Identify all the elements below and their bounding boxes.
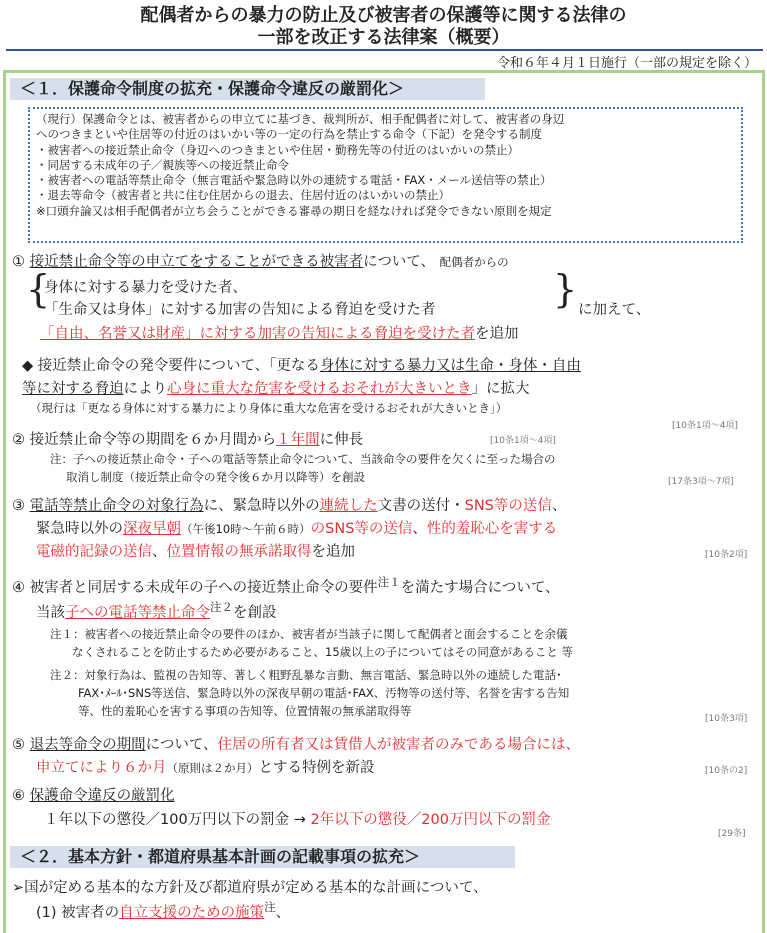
text: 深夜早朝 <box>123 521 181 537</box>
footnote-marker: 注 <box>264 900 276 914</box>
page-title-line1: 配偶者からの暴力の防止及び被害者の保護等に関する法律の <box>140 5 627 26</box>
text: 心身に重大な危害を受けるおそれが大きいとき <box>167 381 472 397</box>
item3-line3 <box>36 540 355 561</box>
item2-line1 <box>12 428 363 449</box>
item1-subject: 接近禁止命令等の申立てをすることができる被害者 <box>29 254 364 270</box>
item2-note2: 取消し制度（接近禁止命令の発令後６か月以降等）を創設 <box>66 470 365 484</box>
ref-label: [10条の2] <box>705 766 748 776</box>
ref-label: [10条1項～4項] <box>490 436 556 446</box>
left-brace: { <box>26 267 51 311</box>
page-title-line2: 一部を改正する法律案（概要） <box>257 27 510 48</box>
current-law-box <box>28 107 743 243</box>
text: に、緊急時以外の <box>203 498 320 514</box>
text: 申立てにより６か月 <box>36 760 167 776</box>
text: 文書の送付・ <box>377 498 465 514</box>
text: 2年以下の懲役／200万円以下の罰金 <box>310 812 551 828</box>
text: に伸長 <box>319 432 364 448</box>
text: 緊急時以外の <box>36 521 123 537</box>
ref-label: [29条] <box>718 829 746 839</box>
text: 保護命令違反の厳罰化 <box>29 788 175 804</box>
box-line: へのつきまといや住居等の付近のはいかい等の一定の行為を禁止する命令（下記）を発令する制度 <box>36 127 542 142</box>
item4-line2 <box>36 599 277 622</box>
title-divider <box>6 49 763 51</box>
item-number: ① <box>12 254 25 270</box>
section1-heading: ＜１．保護命令制度の拡充・保護命令違反の厳罰化＞ <box>10 78 485 100</box>
item1-line1 <box>12 250 509 271</box>
text: 接近禁止命令等の期間を６か月間から <box>29 432 277 448</box>
item6-line2 <box>44 808 550 829</box>
item1-line4 <box>40 322 519 343</box>
item4-note1a: 注１：被害者への接近禁止命令の要件のほか、被害者が当該子に関して配偶者と面会することを余儀 <box>50 627 568 641</box>
effective-date: 令和６年４月１日施行（一部の規定を除く） <box>496 56 757 71</box>
item5-line1 <box>12 733 580 754</box>
text: を追加 <box>475 326 519 342</box>
item4-note2a: 注２：対象行為は、監視の告知等、著しく粗野乱暴な言動、無言電話、緊急時以外の連続した電話･ <box>50 668 562 682</box>
text: １年間 <box>276 432 320 448</box>
text: 被害者と同居する未成年の子への接近禁止命令の要件 <box>29 579 378 596</box>
item-number: ② <box>12 432 25 448</box>
item1-line2: 身体に対する暴力を受けた者、 <box>44 280 247 296</box>
text: のSNS等の送信 <box>310 521 413 537</box>
text: 連続した <box>319 498 378 514</box>
item3-line2 <box>36 517 557 538</box>
text: 住居の所有者又は賃借人が被害者のみである場合には、 <box>217 737 581 753</box>
section2-line2 <box>36 899 290 922</box>
item1-line7: （現行は「更なる身体に対する暴力により身体に重大な危害を受けるおそれが大きいとき」） <box>30 401 508 415</box>
right-brace: } <box>553 267 578 311</box>
item6-line1 <box>12 784 175 805</box>
text: 「自由、名誉又は財産」に対する加害の告知による脅迫を受けた者 <box>40 326 475 342</box>
item4-note2b: FAX･ﾒｰﾙ･SNS等送信、緊急時以外の深夜早朝の電話･FAX、汚物等の送付等、名誉を害する告知 <box>78 686 570 700</box>
text: 、 <box>275 904 291 921</box>
text: 、 <box>152 544 167 560</box>
text: １年以下の懲役／100万円以下の罰金 → <box>44 812 306 828</box>
item3-line1 <box>12 494 566 515</box>
footnote-marker: 注２ <box>210 600 233 614</box>
box-line: ・被害者への接近禁止命令（身辺へのつきまといや住居・勤務先等の付近のはいかいの禁止） <box>36 142 519 157</box>
item2-note1: 注：子への接近禁止命令・子への電話等禁止命令について、当該命令の要件を欠くに至った場合の <box>50 452 556 466</box>
text: 退去等命令の期間 <box>29 737 146 753</box>
text: 」に拡大 <box>471 381 530 397</box>
item1-line3: 「生命又は身体」に対する加害の告知による脅迫を受けた者 <box>44 302 436 318</box>
section2-heading: ＜２．基本方針・都道府県基本計画の記載事項の拡充＞ <box>10 846 515 868</box>
text: 電話等禁止命令の対象行為 <box>29 498 204 514</box>
item1-line3b: に加えて、 <box>578 302 651 318</box>
text: 自立支援のための施策 <box>119 904 265 921</box>
text: 身体に対する暴力又は生命・身体・自由 <box>319 358 581 374</box>
box-line: ※口頭弁論又は相手配偶者が立ち会うことができる審尋の期日を経なければ発令できない原則を規定 <box>36 203 552 218</box>
text: 子への電話等禁止命令 <box>65 604 210 621</box>
text: について、 <box>145 737 218 753</box>
item1-line6 <box>22 377 530 398</box>
text: 等に対する脅迫 <box>22 381 124 397</box>
text: を創設 <box>233 604 277 621</box>
text: （原則は２か月） <box>166 761 259 775</box>
text: とする特例を新設 <box>258 760 375 776</box>
box-line: ・被害者への電話等禁止命令（無言電話や緊急時以外の連続する電話・FAX・メール送信等の禁止） <box>36 173 552 188</box>
text: を満たす場合について、 <box>400 579 560 596</box>
text: 当該 <box>36 604 65 621</box>
text: 、 <box>412 521 427 537</box>
ref-label: [10条2項] <box>705 550 748 560</box>
ref-label: [17条3項～7項] <box>668 477 734 487</box>
text: 性的羞恥心を害する <box>426 521 558 537</box>
ref-label: [10条1項～4項] <box>672 421 738 431</box>
item5-line2 <box>36 756 375 777</box>
text: （午後10時～午前６時） <box>181 522 311 536</box>
text: 電磁的記録の送信 <box>36 544 152 560</box>
text: 、 <box>551 498 567 514</box>
item1-line5 <box>22 354 581 375</box>
item4-note2c: 等、性的羞恥心を害する事項の告知等、位置情報の無承諾取得等 <box>78 704 412 718</box>
text: について、 <box>363 254 436 270</box>
text: 位置情報の無承諾取得 <box>166 544 312 560</box>
ref-label: [10条3項] <box>705 714 748 724</box>
text: により <box>123 381 167 397</box>
item-number: ③ <box>12 498 25 514</box>
box-line: （現行）保護命令とは、被害者からの申立てに基づき、裁判所が、相手配偶者に対して、被害者の身辺 <box>36 112 565 126</box>
section2-line1: ➢国が定める基本的な方針及び都道府県が定める基本的な計画について、 <box>12 880 488 896</box>
footnote-marker: 注１ <box>377 575 401 589</box>
box-line: ・退去等命令（被害者と共に住む住居からの退去、住居付近のはいかいの禁止） <box>36 188 450 203</box>
item4-line1 <box>12 574 560 597</box>
item-number: ⑥ <box>12 788 25 804</box>
item4-note1b: なくされることを防止するため必要があること、15歳以上の子についてはその同意があること 等 <box>72 645 574 659</box>
item-number: ⑤ <box>12 737 25 753</box>
text: ◆ 接近禁止命令の発令要件について、「更なる <box>22 358 320 374</box>
item-number: ④ <box>12 579 25 596</box>
text: 配偶者からの <box>439 255 509 269</box>
text: (1) 被害者の <box>36 904 120 921</box>
text: SNS等の送信 <box>464 498 552 514</box>
text: を追加 <box>311 544 355 560</box>
box-line: ・同居する未成年の子／親族等への接近禁止命令 <box>36 157 289 172</box>
